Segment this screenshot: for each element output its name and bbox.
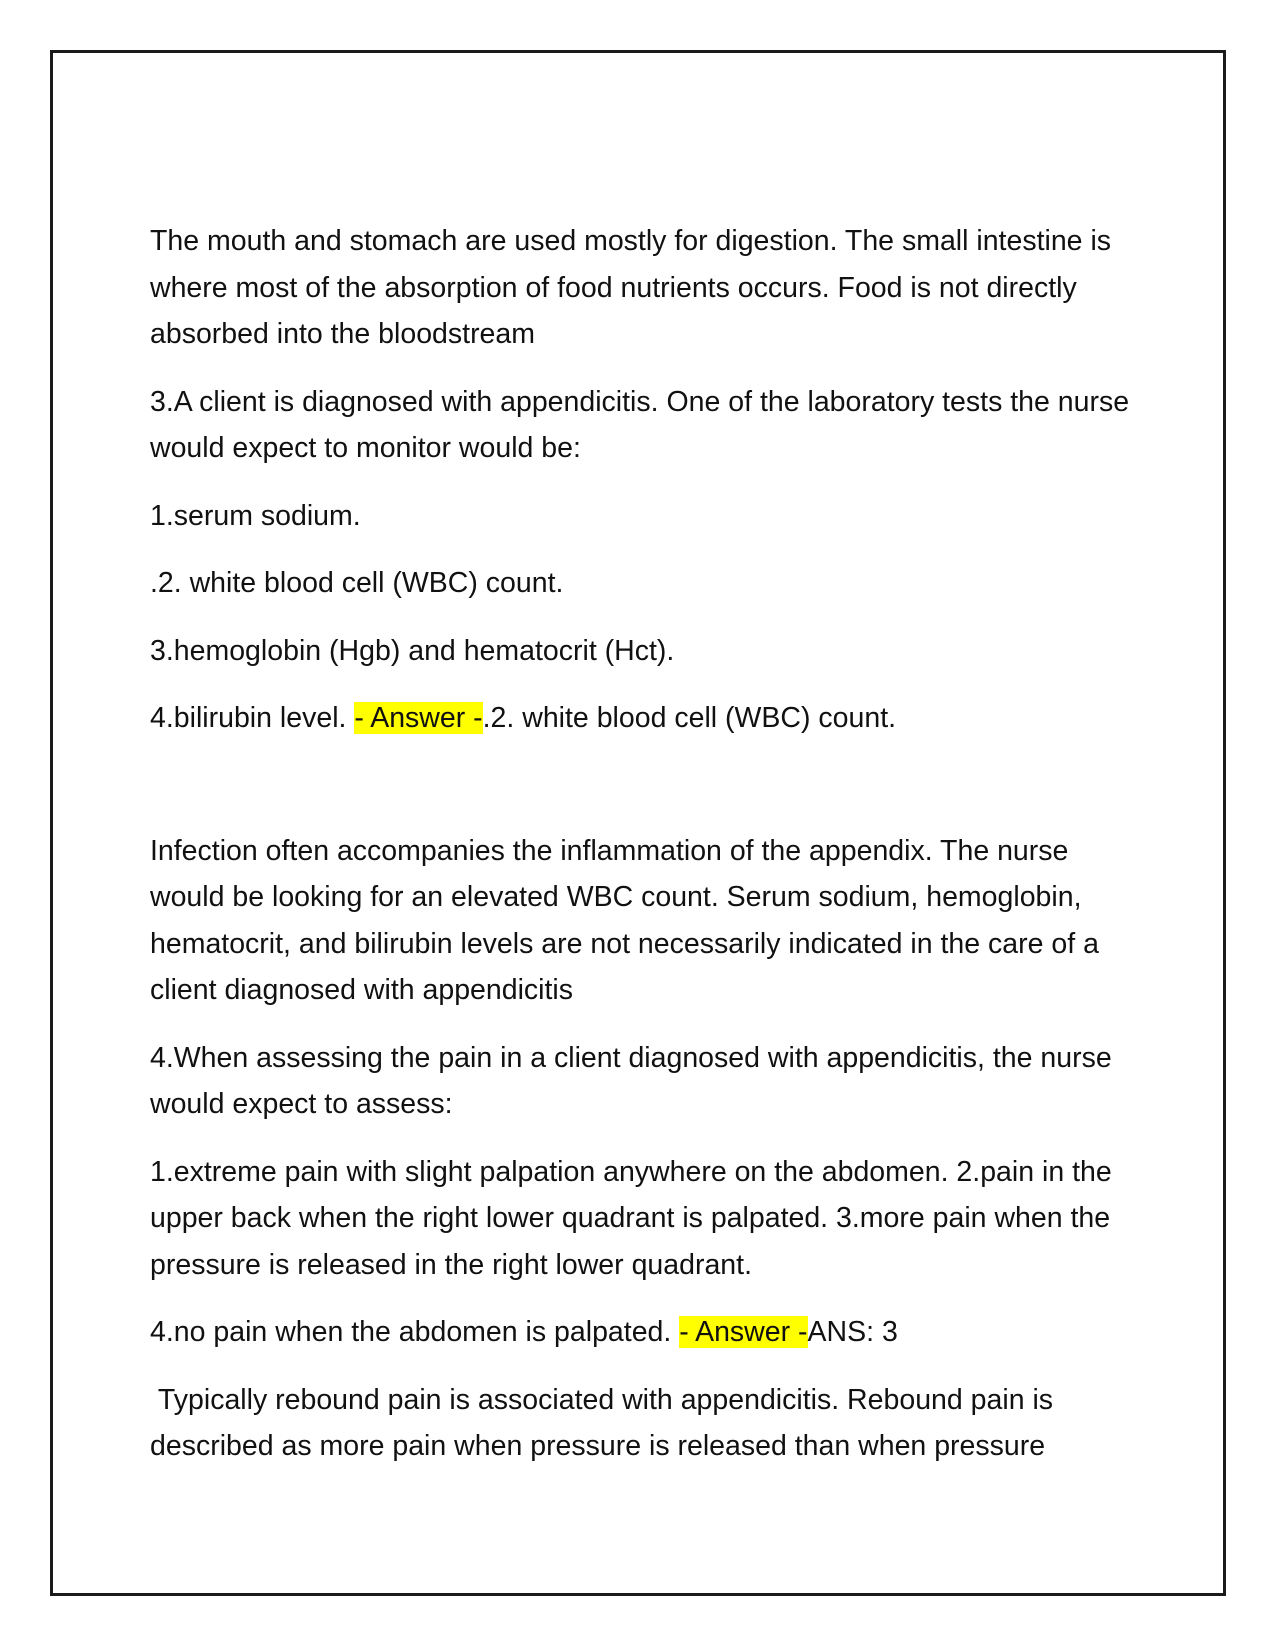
question-3-option-3: 3.hemoglobin (Hgb) and hematocrit (Hct). — [150, 634, 675, 667]
question-4-stem: 4.When assessing the pain in a client diagnosed with appendicitis, the nurse would expect to assess: — [150, 1041, 1112, 1120]
question-3-answer: .2. white blood cell (WBC) count. — [482, 702, 897, 734]
question-3-stem: 3.A client is diagnosed with appendicitis. One of the laboratory tests the nurse would expect to monitor would be: — [150, 385, 1130, 464]
document-body — [150, 218, 1130, 1491]
question-3-option-4-with-answer — [150, 695, 1130, 742]
rationale-4: Typically rebound pain is associated with appendicitis. Rebound pain is described as more pain when pressure is released than when pressure — [150, 1383, 1061, 1462]
paragraph-absorption: The mouth and stomach are used mostly for digestion. The small intestine is where most of the absorption of food nutrients occurs. Food is not directly absorbed into the bloodstream — [150, 225, 1112, 350]
question-3-option-4: 4.bilirubin level. — [150, 702, 355, 734]
question-3-option-2: .2. white blood cell (WBC) count. — [150, 567, 564, 599]
question-3-option-1: 1.serum sodium. — [150, 499, 361, 532]
question-4-option-4-with-answer — [150, 1309, 1130, 1356]
answer-highlight-label: - Answer - — [679, 1316, 808, 1348]
answer-highlight-label: - Answer - — [354, 702, 483, 734]
question-4-options: 1.extreme pain with slight palpation anywhere on the abdomen. 2.pain in the upper back when the right lower quadrant is palpated. 3.more pain when the pressure is released in the right lower quadrant. — [150, 1155, 1112, 1281]
question-4-answer: ANS: 3 — [807, 1316, 898, 1348]
rationale-3: Infection often accompanies the inflammation of the appendix. The nurse would be looking for an elevated WBC count. Serum sodium, hemoglobin, hematocrit, and bilirubin levels are not necessarily indicated in the care of a client diagnosed with appendicitis — [150, 834, 1099, 1006]
question-4-option-4: 4.no pain when the abdomen is palpated. — [150, 1316, 680, 1348]
